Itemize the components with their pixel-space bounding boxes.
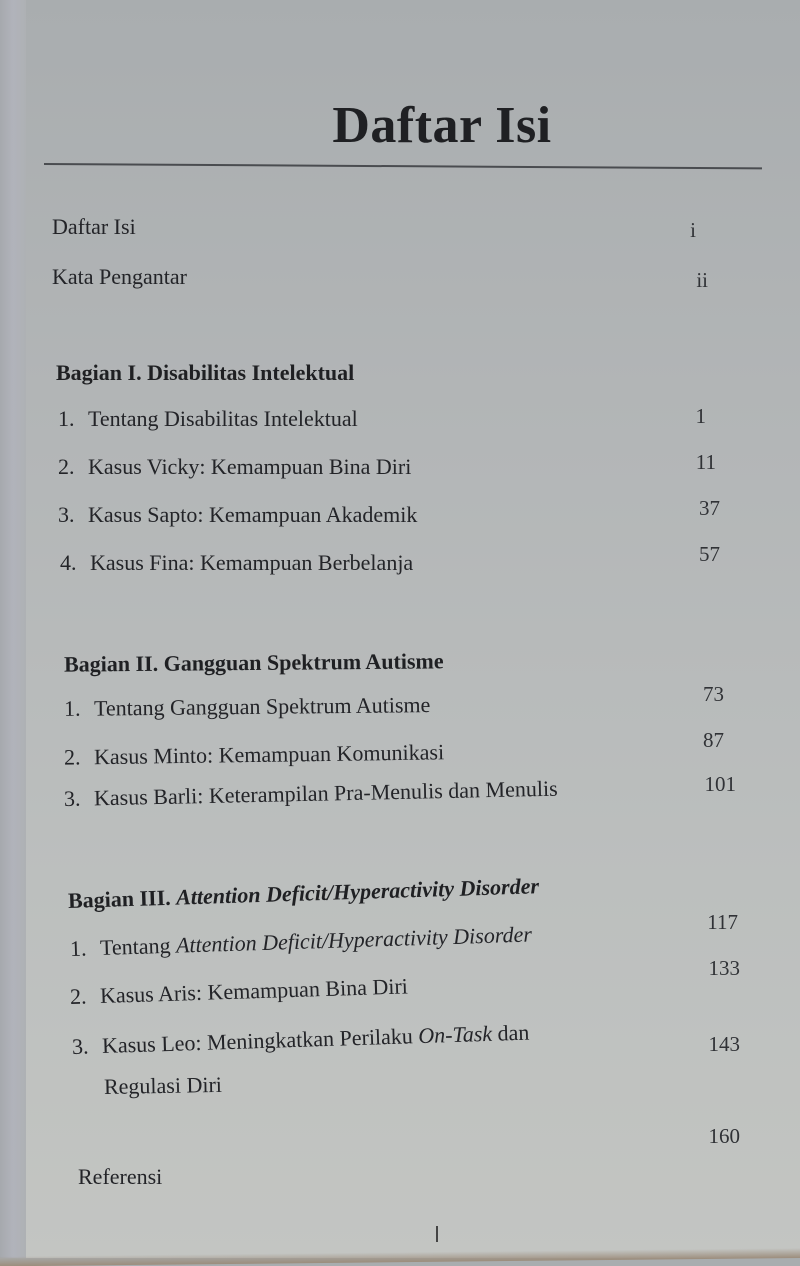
toc-entry-number: 1. xyxy=(63,695,81,721)
toc-entry-number: 2. xyxy=(63,744,81,770)
toc-entry-continuation xyxy=(104,1072,222,1100)
toc-entry-label: Tentang Disabilitas Intelektual xyxy=(88,406,358,431)
toc-entry[interactable] xyxy=(58,454,411,480)
toc-entry[interactable] xyxy=(58,406,358,432)
toc-entry[interactable] xyxy=(64,776,558,812)
toc-entry-label: Kasus Sapto: Kemampuan Akademik xyxy=(88,502,418,527)
page-folio-mark xyxy=(436,1226,438,1242)
toc-entry-label-prefix: Kasus Leo: Meningkatkan Perilaku xyxy=(101,1023,414,1059)
section-heading-italic: Attention Deficit/Hyperactivity Disorder xyxy=(175,873,540,910)
toc-entry-number: 4. xyxy=(60,550,77,575)
toc-page-number: 101 xyxy=(704,772,736,796)
toc-entry-label: Kata Pengantar xyxy=(52,264,187,289)
toc-entry-number: 3. xyxy=(58,502,75,527)
section-heading-2: Bagian II. Gangguan Spektrum Autisme xyxy=(63,648,444,677)
toc-entry-daftar-isi[interactable] xyxy=(52,214,136,240)
toc-entry-label-italic: Attention Deficit/Hyperactivity Disorder xyxy=(175,921,533,958)
toc-entry-number: 3. xyxy=(63,785,81,811)
toc-page-number: i xyxy=(690,218,696,242)
toc-page-number: 11 xyxy=(695,450,716,474)
toc-page-number: 87 xyxy=(703,728,724,752)
toc-page-number: 37 xyxy=(699,496,720,520)
toc-entry-label: Kasus Barli: Keterampilan Pra-Menulis dan Menulis xyxy=(93,775,558,811)
toc-entry[interactable] xyxy=(64,692,431,722)
toc-entry-kata-pengantar[interactable] xyxy=(52,264,187,290)
toc-entry-label-line2: Regulasi Diri xyxy=(103,1071,223,1099)
toc-entry-referensi[interactable] xyxy=(78,1164,162,1190)
toc-entry-number: 2. xyxy=(58,454,75,479)
page-bottom-edge xyxy=(0,1248,800,1266)
toc-entry[interactable] xyxy=(70,921,533,962)
toc-entry-label: Tentang Gangguan Spektrum Autisme xyxy=(93,692,431,721)
toc-entry-label-suffix: dan xyxy=(497,1019,530,1046)
title-rule xyxy=(44,163,762,169)
section-heading-prefix: Bagian III. xyxy=(67,884,172,913)
toc-entry-label-prefix: Tentang xyxy=(99,932,171,961)
toc-entry-label: Kasus Vicky: Kemampuan Bina Diri xyxy=(88,454,412,479)
toc-page-number: 143 xyxy=(708,1032,740,1056)
toc-entry[interactable] xyxy=(58,502,417,528)
toc-entry-label: Kasus Aris: Kemampuan Bina Diri xyxy=(99,973,409,1009)
toc-page-number: 57 xyxy=(699,542,720,566)
toc-entry-number: 2. xyxy=(69,983,87,1009)
toc-entry-label: Kasus Fina: Kemampuan Berbelanja xyxy=(90,550,414,575)
toc-entry-number: 1. xyxy=(58,406,75,431)
toc-page-number: 133 xyxy=(708,956,740,980)
toc-page-number: ii xyxy=(696,268,708,292)
toc-page-number: 160 xyxy=(708,1124,740,1148)
toc-entry[interactable] xyxy=(70,973,409,1010)
section-heading-3 xyxy=(68,873,540,914)
toc-page-number: 1 xyxy=(695,404,706,428)
toc-page-number: 73 xyxy=(703,682,724,706)
book-spine-shadow xyxy=(0,0,26,1258)
toc-entry-number: 3. xyxy=(71,1033,89,1059)
toc-entry[interactable] xyxy=(64,739,444,770)
toc-entry-label: Referensi xyxy=(78,1164,163,1189)
toc-entry[interactable] xyxy=(72,1020,530,1060)
page-title: Daftar Isi xyxy=(332,97,552,154)
toc-entry-label: Daftar Isi xyxy=(52,214,136,239)
toc-entry-number: 1. xyxy=(69,935,87,961)
toc-page-number: 117 xyxy=(707,910,738,934)
toc-entry-label-italic: On-Task xyxy=(417,1020,493,1049)
section-heading-1: Bagian I. Disabilitas Intelektual xyxy=(56,360,355,385)
toc-entry[interactable] xyxy=(60,550,413,576)
toc-entry-label: Kasus Minto: Kemampuan Komunikasi xyxy=(93,739,445,770)
